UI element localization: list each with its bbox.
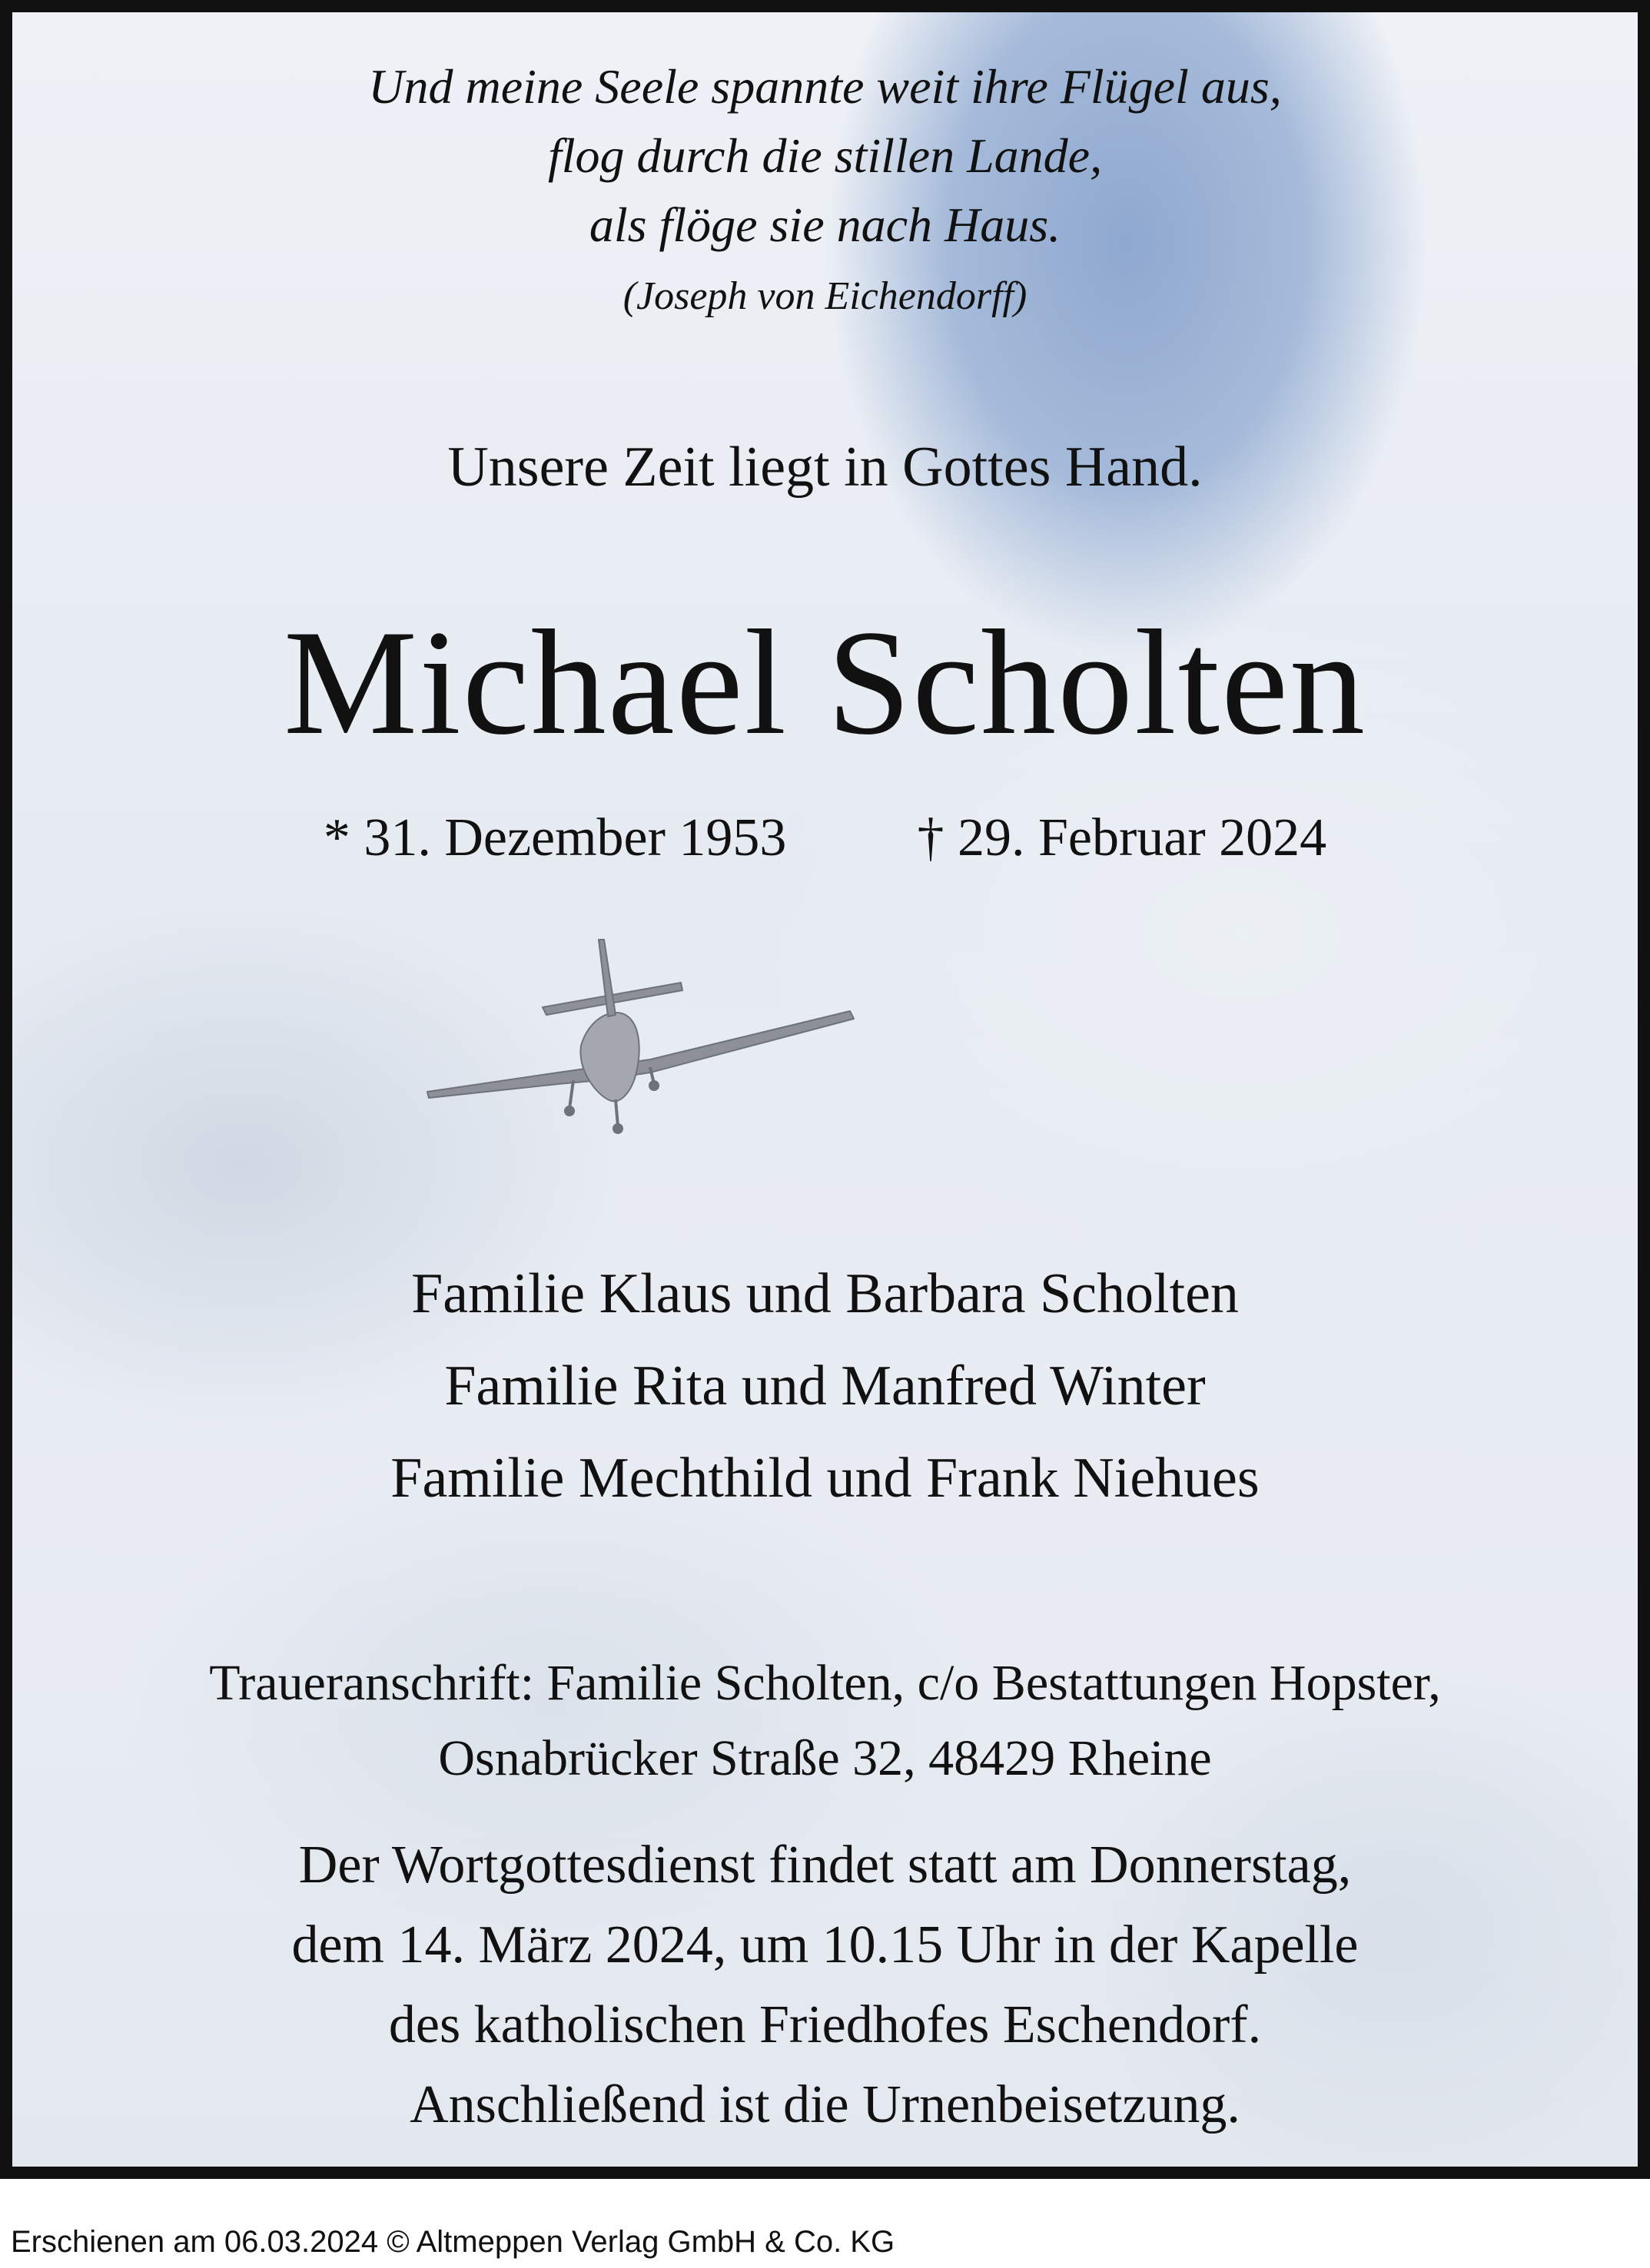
airplane-icon xyxy=(420,938,858,1146)
publication-footer: Erschienen am 06.03.2024 © Altmeppen Verlag GmbH & Co. KG xyxy=(11,2225,895,2259)
address-line: Traueranschrift: Familie Scholten, c/o Bestattungen Hopster, xyxy=(209,1655,1441,1711)
mourners-list xyxy=(12,1248,1638,1524)
life-dates xyxy=(12,807,1638,869)
address-line: Osnabrücker Straße 32, 48429 Rheine xyxy=(438,1730,1212,1786)
poem-line: Und meine Seele spannte weit ihre Flügel aus, xyxy=(368,59,1282,114)
service-line: dem 14. März 2024, um 10.15 Uhr in der Kapelle xyxy=(291,1915,1359,1975)
birth-date: * 31. Dezember 1953 xyxy=(323,808,787,867)
death-date: † 29. Februar 2024 xyxy=(917,808,1327,867)
poem-line: flog durch die stillen Lande, xyxy=(547,128,1103,183)
poem-quote xyxy=(12,52,1638,260)
service-line: Der Wortgottesdienst findet statt am Donnerstag, xyxy=(298,1835,1352,1895)
service-line: des katholischen Friedhofes Eschendorf. xyxy=(388,1995,1262,2054)
mourner-family: Familie Klaus und Barbara Scholten xyxy=(411,1262,1239,1325)
poem-line: als flöge sie nach Haus. xyxy=(589,197,1061,252)
deceased-name: Michael Scholten xyxy=(283,599,1367,766)
service-line: Anschließend ist die Urnenbeisetzung. xyxy=(410,2075,1240,2134)
service-info xyxy=(12,1825,1638,2145)
poem-author: (Joseph von Eichendorff) xyxy=(622,274,1028,318)
mourner-family: Familie Rita und Manfred Winter xyxy=(444,1354,1206,1418)
motto: Unsere Zeit liegt in Gottes Hand. xyxy=(447,436,1203,499)
mourner-family: Familie Mechthild und Frank Niehues xyxy=(390,1447,1260,1510)
mourning-address xyxy=(12,1646,1638,1796)
